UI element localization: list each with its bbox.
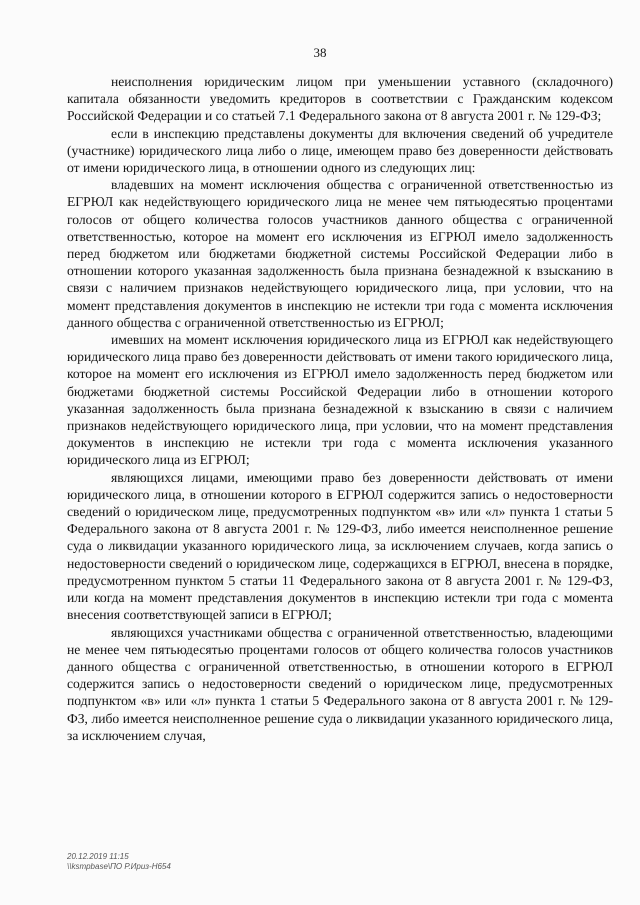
paragraph-authorized-at-exclusion: имевших на момент исключения юридического лица из ЕГРЮЛ как недействующего юридического лица право без доверенности действовать от имени такого юридического лица, которое на момент его исключения из ЕГРЮЛ имело задолженность перед бюджетом или бюджетами бюджетной системы Российской Федерации либо в отношении которого указанная задолженность была признана безнадежной к взысканию в связи с наличием признаков недействующего юридического лица, при условии, что на момент представления документов в инспекцию не истекли три года с момента исключения указанного юридического лица из ЕГРЮЛ; (67, 332, 613, 468)
paragraph-creditor-notice: неисполнения юридическим лицом при уменьшении уставного (складочного) капитала обязанности уведомить кредиторов в соответствии с Гражданским кодексом Российской Федерации и со статьей 7.1 Федерального закона от 8 августа 2001 г. № 129-ФЗ; (67, 74, 613, 124)
paragraph-owners-at-exclusion: владевших на момент исключения общества с ограниченной ответственностью из ЕГРЮЛ как недействующего юридического лица не менее чем пятьюдесятью процентами голосов от общего количества голосов участников данного общества с ограниченной ответственностью, которое на момент его исключения из ЕГРЮЛ имело задолженность перед бюджетом или бюджетами бюджетной системы Российской Федерации либо в отношении которого указанная задолженность была признана безнадежной к взысканию в связи с наличием признаков недействующего юридического лица, при условии, что на момент представления документов в инспекцию не истекли три года с момента исключения данного общества с ограниченной ответственностью из ЕГРЮЛ; (67, 177, 613, 330)
print-footer (67, 852, 171, 872)
print-timestamp: 20.12.2019 11:15 (67, 852, 129, 861)
document-body (67, 73, 613, 744)
paragraph-participants-unreliable-record: являющихся участниками общества с ограниченной ответственностью, владеющими не менее чем пятьюдесятью процентами голосов от общего количества голосов участников данного общества с ограниченной ответственностью, в отношении которого в ЕГРЮЛ содержится запись о недостоверности сведений о юридическом лице, предусмотренных подпунктом «в» или «л» пункта 1 статьи 5 Федерального закона от 8 августа 2001 г. № 129-ФЗ, либо имеется неисполненное решение суда о ликвидации указанного юридического лица, за исключением случая, (67, 624, 613, 743)
paragraph-documents-submitted: если в инспекцию представлены документы для включения сведений об учредителе (участнике) юридического лица либо о лице, имеющем право без доверенности действовать от имени юридического лица, в отношении одного из следующих лиц: (67, 125, 613, 176)
paragraph-authorized-unreliable-record: являющихся лицами, имеющими право без доверенности действовать от имени юридического лица, в отношении которого в ЕГРЮЛ содержится запись о недостоверности сведений о юридическом лице, предусмотренных подпунктом «в» или «л» пункта 1 статьи 5 Федерального закона от 8 августа 2001 г. № 129-ФЗ, либо имеется неисполненное решение суда о ликвидации указанного юридического лица, за исключением случаев, когда запись о недостоверности сведений о юридическом лице, содержащихся в ЕГРЮЛ, внесена в порядке, предусмотренном пунктом 5 статьи 11 Федерального закона от 8 августа 2001 г. № 129-ФЗ, или когда на момент представления документов в инспекцию истекли три года с момента внесения соответствующей записи в ЕГРЮЛ; (67, 469, 613, 623)
page-number: 38 (313, 45, 327, 60)
print-file-path: \\ksmpbase\ПО Р.Ириз-Н654 (67, 862, 171, 871)
